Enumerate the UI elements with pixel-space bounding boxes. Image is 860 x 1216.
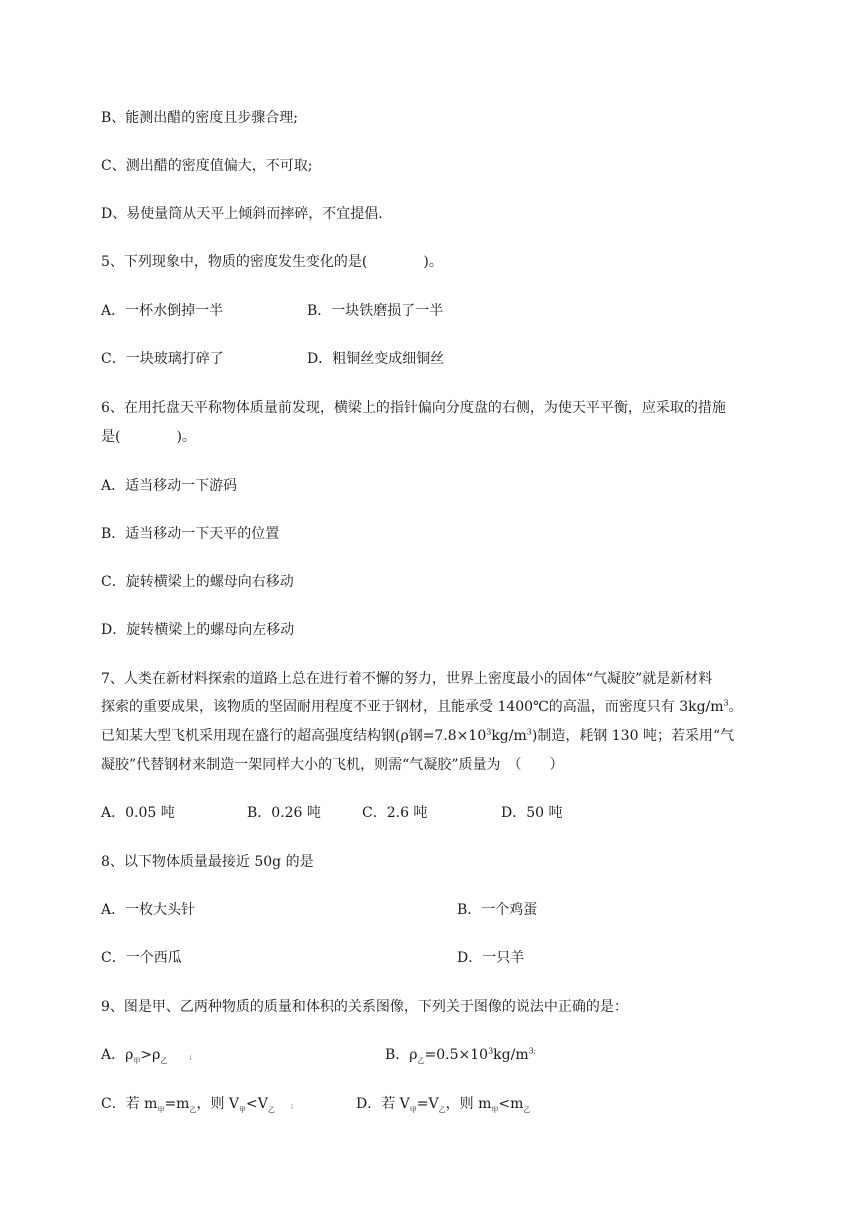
q7-stem-line1: 7、人类在新材料探索的道路上总在进行着不懈的努力，世界上密度最小的固体“气凝胶”就是新材料	[101, 671, 713, 687]
q4-option-b: B、能测出醋的密度且步骤合理;	[101, 110, 299, 126]
q8-option-b: B．一个鸡蛋	[457, 902, 538, 918]
q8-option-d: D．一只羊	[457, 950, 525, 966]
q8-stem: 8、以下物体质量最接近 50g 的是	[101, 854, 314, 870]
q8-option-a: A．一枚大头针	[101, 902, 196, 918]
q7-stem-line2: 探索的重要成果，该物质的坚固耐用程度不亚于钢材，且能承受 1400℃的高温，而密度只有 $3kg/m^3$。	[101, 698, 743, 715]
q7-option-a: A．0.05 吨	[101, 805, 175, 821]
q8-option-c: C．一个西瓜	[101, 950, 182, 966]
q5-option-b: B．一块铁磨损了一半	[307, 303, 444, 319]
q5-option-d: D．粗铜丝变成细铜丝	[307, 351, 445, 367]
q9-option-a: A．$\rho_甲>\rho_乙$ ;	[101, 1047, 192, 1065]
q6-option-d: D．旋转横梁上的螺母向左移动	[101, 622, 295, 638]
q9-option-c: C．若 $m_甲=m_乙$，则 $V_甲<V_乙$ ;	[101, 1096, 294, 1114]
q5-option-a: A．一杯水倒掉一半	[101, 303, 224, 319]
q7-stem-line4: 凝胶”代替钢材来制造一架同样大小的飞机，则需“气凝胶”质量为 （ ）	[101, 757, 564, 773]
q6-option-b: B．适当移动一下天平的位置	[101, 526, 280, 542]
q7-stem-line3: 已知某大型飞机采用现在盛行的超高强度结构钢(ρ钢$=7.8\times 10^3kg/m^3$)制造，耗钢 130 吨；若采用“气	[101, 727, 735, 744]
q4-option-d: D、易使量筒从天平上倾斜而摔碎，不宜提倡.	[101, 206, 383, 222]
q9-stem: 9、图是甲、乙两种物质的质量和体积的关系图像，下列关于图像的说法中正确的是：	[101, 999, 628, 1015]
q7-option-d: D．50 吨	[501, 805, 563, 821]
q9-option-d: D．若 $V_甲=V_乙$，则 $m_甲<m_乙$	[356, 1096, 531, 1114]
q6-option-a: A．适当移动一下游码	[101, 478, 238, 494]
q6-stem-line1: 6、在用托盘天平称物体质量前发现，横梁上的指针偏向分度盘的右侧，为使天平平衡，应采取的措施	[101, 400, 726, 416]
q4-option-c: C、测出醋的密度值偏大，不可取;	[101, 158, 313, 174]
q5-stem: 5、下列现象中，物质的密度发生变化的是( )。	[101, 254, 443, 270]
q7-option-c: C．2.6 吨	[362, 805, 428, 821]
q9-option-b: B．$\rho_乙=0.5\times 10^3kg/m^{3;}$	[385, 1046, 537, 1065]
q5-option-c: C．一块玻璃打碎了	[101, 351, 224, 367]
q6-stem-line2: 是( )。	[101, 429, 196, 445]
q6-option-c: C．旋转横梁上的螺母向右移动	[101, 574, 294, 590]
q7-option-b: B．0.26 吨	[247, 805, 321, 821]
